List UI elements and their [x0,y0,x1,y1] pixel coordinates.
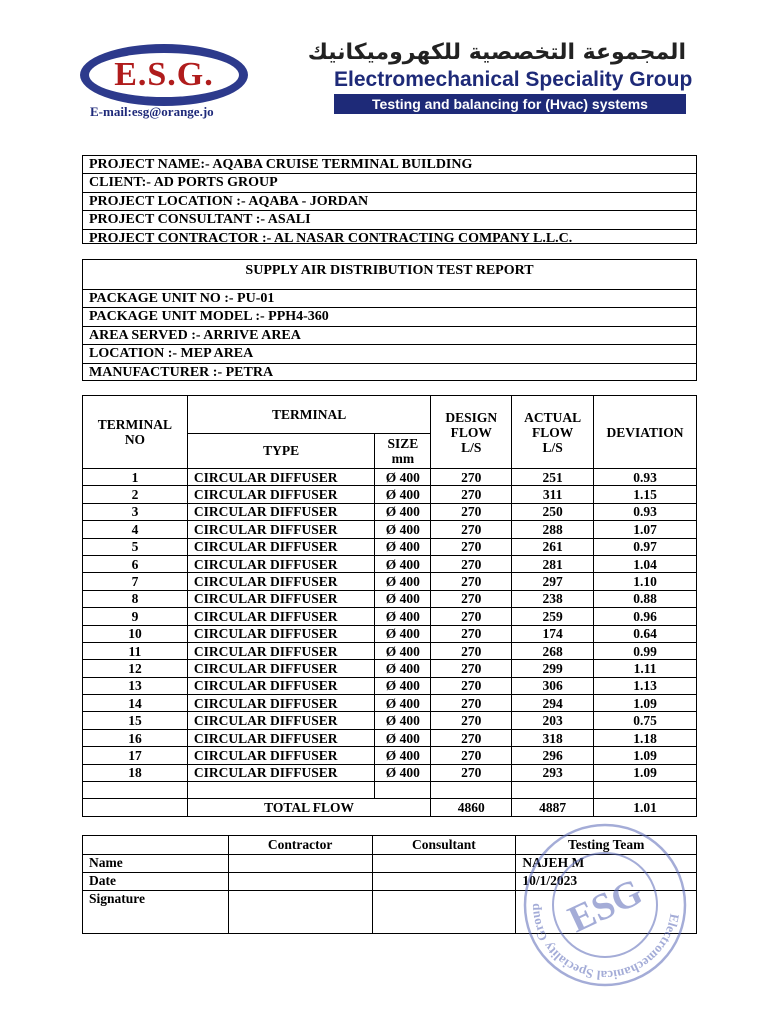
terminal-size-cell: Ø 400 [375,521,431,538]
terminal-type-cell: CIRCULAR DIFFUSER [187,590,375,607]
terminal-size-cell: Ø 400 [375,486,431,503]
header-design-flow: DESIGN FLOW L/S [431,396,512,469]
terminal-no-cell: 10 [83,625,188,642]
table-row [83,712,697,729]
terminal-no-cell: 5 [83,538,188,555]
design-flow-cell: 270 [431,764,512,781]
design-flow-cell: 270 [431,625,512,642]
terminal-data-table [82,395,697,817]
esg-logo [80,44,248,106]
design-flow-cell: 270 [431,729,512,746]
design-flow-cell: 270 [431,660,512,677]
company-name: Electromechanical Speciality Group [334,68,693,91]
table-row [83,747,697,764]
terminal-type-cell: CIRCULAR DIFFUSER [187,747,375,764]
table-row [83,660,697,677]
email-line: E-mail:esg@orange.jo [90,104,214,119]
deviation-cell: 1.04 [594,555,697,572]
actual-flow-cell: 299 [512,660,594,677]
actual-flow-cell: 268 [512,642,594,659]
deviation-cell: 1.07 [594,521,697,538]
table-row [83,538,697,555]
stamp-center-text: ESG [562,870,649,942]
table-row [83,729,697,746]
terminal-size-cell: Ø 400 [375,747,431,764]
header-type: TYPE [187,433,375,469]
actual-flow-cell: 293 [512,764,594,781]
terminal-no-cell: 18 [83,764,188,781]
table-row [83,503,697,520]
report-info-box [82,259,697,381]
terminal-size-cell: Ø 400 [375,573,431,590]
deviation-cell: 1.13 [594,677,697,694]
deviation-cell: 0.88 [594,590,697,607]
design-flow-cell: 270 [431,677,512,694]
terminal-no-cell: 3 [83,503,188,520]
terminal-type-cell: CIRCULAR DIFFUSER [187,503,375,520]
actual-flow-cell: 259 [512,608,594,625]
terminal-no-cell: 9 [83,608,188,625]
terminal-type-cell: CIRCULAR DIFFUSER [187,625,375,642]
terminal-no-cell: 15 [83,712,188,729]
table-row [83,677,697,694]
project-line: PROJECT NAME:- AQABA CRUISE TERMINAL BUILDING [83,156,696,174]
report-line: PACKAGE UNIT MODEL :- PPH4-360 [83,308,696,326]
report-line: LOCATION :- MEP AREA [83,345,696,363]
project-line: CLIENT:- AD PORTS GROUP [83,174,696,192]
table-row [83,695,697,712]
terminal-type-cell: CIRCULAR DIFFUSER [187,660,375,677]
actual-flow-cell: 296 [512,747,594,764]
deviation-cell: 1.09 [594,695,697,712]
terminal-size-cell: Ø 400 [375,538,431,555]
terminal-size-cell: Ø 400 [375,642,431,659]
terminal-size-cell: Ø 400 [375,625,431,642]
design-flow-cell: 270 [431,642,512,659]
terminal-size-cell: Ø 400 [375,695,431,712]
table-row [83,608,697,625]
report-line: PACKAGE UNIT NO :- PU-01 [83,290,696,308]
table-row [83,590,697,607]
deviation-cell: 0.99 [594,642,697,659]
design-flow-cell: 270 [431,503,512,520]
logo-text: E.S.G. [114,56,214,93]
terminal-size-cell: Ø 400 [375,469,431,486]
terminal-no-cell: 13 [83,677,188,694]
terminal-type-cell: CIRCULAR DIFFUSER [187,573,375,590]
terminal-no-cell: 4 [83,521,188,538]
terminal-no-cell: 16 [83,729,188,746]
terminal-size-cell: Ø 400 [375,608,431,625]
table-row [83,521,697,538]
header-terminal: TERMINAL [187,396,430,434]
table-row [83,625,697,642]
esg-stamp [520,820,690,990]
total-deviation: 1.01 [594,799,697,816]
signature-cell [228,873,372,891]
deviation-cell: 0.75 [594,712,697,729]
actual-flow-cell: 174 [512,625,594,642]
total-actual-flow: 4887 [512,799,594,816]
design-flow-cell: 270 [431,712,512,729]
terminal-type-cell: CIRCULAR DIFFUSER [187,486,375,503]
deviation-cell: 0.96 [594,608,697,625]
total-flow-row [83,799,697,816]
deviation-cell: 0.64 [594,625,697,642]
actual-flow-cell: 294 [512,695,594,712]
signature-cell [228,891,372,934]
design-flow-cell: 270 [431,747,512,764]
signature-cell [228,855,372,873]
header-actual-flow: ACTUAL FLOW L/S [512,396,594,469]
terminal-type-cell: CIRCULAR DIFFUSER [187,764,375,781]
signature-row-label: Date [83,873,229,891]
terminal-type-cell: CIRCULAR DIFFUSER [187,677,375,694]
terminal-type-cell: CIRCULAR DIFFUSER [187,608,375,625]
signature-cell [372,873,516,891]
actual-flow-cell: 297 [512,573,594,590]
project-info-box [82,155,697,244]
table-row [83,469,697,486]
col-testing-team: Testing Team [516,836,697,855]
signature-cell: NAJEH M [516,855,697,873]
terminal-type-cell: CIRCULAR DIFFUSER [187,538,375,555]
deviation-cell: 1.09 [594,747,697,764]
actual-flow-cell: 281 [512,555,594,572]
deviation-cell: 0.97 [594,538,697,555]
terminal-no-cell: 1 [83,469,188,486]
header-terminal-no: TERMINAL NO [83,396,188,469]
actual-flow-cell: 288 [512,521,594,538]
report-line: MANUFACTURER :- PETRA [89,364,274,380]
design-flow-cell: 270 [431,538,512,555]
signature-cell [372,855,516,873]
terminal-no-cell: 7 [83,573,188,590]
terminal-no-cell: 8 [83,590,188,607]
project-line: PROJECT CONTRACTOR :- AL NASAR CONTRACTING COMPANY L.L.C. [89,230,573,246]
terminal-size-cell: Ø 400 [375,555,431,572]
actual-flow-cell: 261 [512,538,594,555]
total-flow-label: TOTAL FLOW [187,799,430,816]
terminal-no-cell: 2 [83,486,188,503]
report-title: SUPPLY AIR DISTRIBUTION TEST REPORT [83,260,696,290]
design-flow-cell: 270 [431,555,512,572]
terminal-type-cell: CIRCULAR DIFFUSER [187,469,375,486]
design-flow-cell: 270 [431,695,512,712]
terminal-size-cell: Ø 400 [375,590,431,607]
letterhead [0,0,768,140]
terminal-size-cell: Ø 400 [375,764,431,781]
actual-flow-cell: 251 [512,469,594,486]
col-contractor: Contractor [228,836,372,855]
header-size: SIZE mm [375,433,431,469]
terminal-type-cell: CIRCULAR DIFFUSER [187,712,375,729]
design-flow-cell: 270 [431,590,512,607]
terminal-type-cell: CIRCULAR DIFFUSER [187,521,375,538]
arabic-company-name: المجموعة التخصصية للكهروميكانيك [307,40,686,65]
terminal-no-cell: 12 [83,660,188,677]
design-flow-cell: 270 [431,486,512,503]
terminal-no-cell: 17 [83,747,188,764]
project-line: PROJECT LOCATION :- AQABA - JORDAN [83,193,696,211]
actual-flow-cell: 250 [512,503,594,520]
design-flow-cell: 270 [431,469,512,486]
project-line: PROJECT CONSULTANT :- ASALI [83,211,696,229]
table-row [83,486,697,503]
signature-row-label: Name [83,855,229,873]
deviation-cell: 0.93 [594,469,697,486]
design-flow-cell: 270 [431,573,512,590]
terminal-size-cell: Ø 400 [375,503,431,520]
terminal-type-cell: CIRCULAR DIFFUSER [187,555,375,572]
table-row [83,573,697,590]
terminal-size-cell: Ø 400 [375,677,431,694]
terminal-type-cell: CIRCULAR DIFFUSER [187,695,375,712]
design-flow-cell: 270 [431,521,512,538]
table-row [83,555,697,572]
report-line: AREA SERVED :- ARRIVE AREA [83,327,696,345]
total-design-flow: 4860 [431,799,512,816]
header-deviation: DEVIATION [594,396,697,469]
terminal-type-cell: CIRCULAR DIFFUSER [187,642,375,659]
terminal-no-cell: 6 [83,555,188,572]
table-row [83,642,697,659]
actual-flow-cell: 203 [512,712,594,729]
terminal-no-cell: 11 [83,642,188,659]
tagline-banner: Testing and balancing for (Hvac) systems [334,94,686,114]
actual-flow-cell: 318 [512,729,594,746]
signature-cell: 10/1/2023 [516,873,697,891]
deviation-cell: 0.93 [594,503,697,520]
deviation-cell: 1.10 [594,573,697,590]
terminal-size-cell: Ø 400 [375,712,431,729]
signature-cell [372,891,516,934]
design-flow-cell: 270 [431,608,512,625]
deviation-cell: 1.09 [594,764,697,781]
table-row [83,764,697,781]
col-consultant: Consultant [372,836,516,855]
blank-row [83,782,697,799]
actual-flow-cell: 306 [512,677,594,694]
stamp-ring-text: Electromechanical Speciality Group [526,903,683,984]
actual-flow-cell: 238 [512,590,594,607]
deviation-cell: 1.18 [594,729,697,746]
deviation-cell: 1.11 [594,660,697,677]
terminal-type-cell: CIRCULAR DIFFUSER [187,729,375,746]
terminal-size-cell: Ø 400 [375,660,431,677]
deviation-cell: 1.15 [594,486,697,503]
actual-flow-cell: 311 [512,486,594,503]
terminal-no-cell: 14 [83,695,188,712]
terminal-size-cell: Ø 400 [375,729,431,746]
signature-row-label: Signature [83,891,229,934]
